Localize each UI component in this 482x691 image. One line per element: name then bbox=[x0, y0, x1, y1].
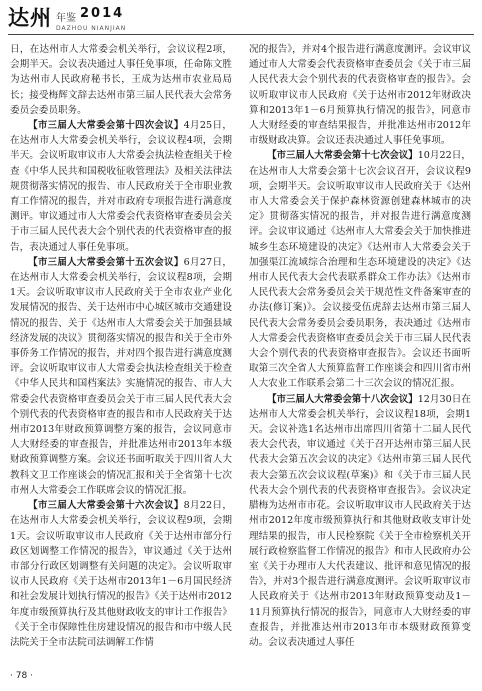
section-heading: 【市三届人大常委会第十五次会议】 bbox=[28, 256, 184, 268]
page-header bbox=[0, 0, 482, 40]
paragraph-text: 12月30日在达州市人大常委会机关举行，会议议程18项，会期1天。会议补选1名达州市出席四川省第十二届人民代表大会代表，审议通过《关于召开达州市第三届人民代表大会第五次会议的决定》《达州市第三届人民代表大会第五次会议议程(草案)》和《关于市三届人民代表大会个别代表的代表资格审查报告》。会议决定腊梅为达州市市花。会议听取审议市人民政府关于达州市2012年度市级预算执行和其他财政收支审计处理结果的报告，市人民检察院《关于全市检察机关开展行政检察监督工作情况的报告》和市人民政府办公室《关于办理市人大代表建议、批评和意见情况的报告》，并对3个报告进行满意度测评。会议听取审议市人民政府关于《达州市2013年财政预算变动及1－11月预算执行情况的报告》，同意市人大财经委的审查报告，并批准达州市2013年市本级财政预算变动。会议表决通过人事任 bbox=[249, 393, 471, 648]
right-text-column bbox=[249, 42, 471, 650]
paragraph bbox=[249, 42, 471, 148]
paragraph-text: 10月22日，在达州市人大常委会第十七次会议召开，会议议程9项，会期半天。会议听取审议市人民政府关于《达州市人大常委会关于保护森林资源创建森林城市的决定》贯彻落实情况的报告，并对报告进行满意度测评。会议审议通过《达州市人大常委会关于加快推进城乡生态环境建设的决定》《达州市人大常委会关于加强渠江流域综合治理和生态环境建设的决定》《达州市人民代表大会代表联系群众工作办法》《达州市人民代表大会常务委员会关于规范性文件备案审查的办法(修订案)》。会议接受伍虎辞去达州市第三届人民代表大会常务委员会委员职务，表决通过《达州市人大常委会代表资格审查委员会关于市三届人民代表大会个别代表的代表资格审查报告》。会议还书面听取第三次全省人大预算监督工作座谈会和四川省市州人大农业工作联系会第二十三次会议的情况汇报。 bbox=[249, 150, 471, 390]
yearbook-subtitle: DAZHOU NIANJIAN bbox=[56, 25, 127, 32]
yearbook-logo: 达州 bbox=[8, 6, 52, 30]
paragraph-text: 6月27日，在达州市人大常委会机关举行，会议议程8项，会期1天。会议听取审议市人民政府关于全市农业产业化发展情况的报告、关于达州市中心城区城市交通建设情况的报告、关于《达州市人大常委会关于加强县域经济发展的决议》贯彻落实情况的报告和关于全市外事侨务工作情况的报告，并对四个报告进行满意度测评。会议听取审议市人大常委会执法检查组关于检查《中华人民共和国档案法》实施情况的报告、市人大常委会代表资格审查委员会关于市三届人民代表大会个别代表的代表资格审查的报告和市人民政府关于达州市2013年财政预算调整方案的报告，会议同意市人大财经委的审查报告，并批准达州市2013年本级财政预算调整方案。会议还书面听取关于四川省人大教科文卫工作座谈会的情况汇报和关于全省第十七次市州人大常委会工作联席会议的情况汇报。 bbox=[10, 256, 232, 496]
section-heading: 【市三届人大常委会第十七次会议】 bbox=[267, 150, 418, 162]
paragraph bbox=[10, 42, 232, 118]
section-heading: 【市三届人大常委会第十六次会议】 bbox=[28, 500, 184, 512]
yearbook-year: 2014 bbox=[80, 6, 125, 21]
yearbook-label: 年鉴 bbox=[56, 13, 76, 24]
section-heading: 【市三届人大常委会第十八次会议】 bbox=[267, 393, 418, 405]
paragraph bbox=[249, 392, 471, 650]
paragraph bbox=[10, 118, 232, 255]
paragraph bbox=[10, 498, 232, 650]
page-number: · 78 · bbox=[10, 671, 33, 681]
section-heading: 【市三届人大常委会第十四次会议】 bbox=[28, 120, 184, 132]
paragraph bbox=[10, 255, 232, 498]
left-text-column bbox=[10, 42, 232, 650]
header-divider bbox=[8, 34, 474, 35]
paragraph-text: 4月25日，在达州市人大常委会机关举行，会议议程4项，会期半天。会议听取审议市人大常委会执法检查组关于检查《中华人民共和国税收征收管理法》及相关法律法规贯彻落实情况的报告、市人民政府关于全市职业教育工作情况的报告，并对市政府专项报告进行满意度测评。审议通过市人大常委会代表资格审查委员会关于市三届人民代表大会个别代表的代表资格审查的报告，表决通过人事任免事项。 bbox=[10, 120, 232, 253]
paragraph-text: 况的报告》，并对4个报告进行满意度测评。会议审议通过市人大常委会代表资格审查委员会《关于市三届人民代表大会个别代表的代表资格审查的报告》。会议听取审议市人民政府《关于达州市2012年财政决算和2013年1－6月预算执行情况的报告》，同意市人大财经委的审查结果报告，并批准达州市2012年市级财政决算。会议还表决通过人事任免事项。 bbox=[249, 44, 471, 147]
paragraph-text: 8月22日，在达州市人大常委会机关举行，会议议程9项，会期1天。会议听取审议市人民政府《关于达州市部分行政区划调整工作情况的报告》，审议通过《关于达州市部分行政区划调整有关问题的决定》。会议听取审议市人民政府《关于达州市2013年1－6月国民经济和社会发展计划执行情况的报告》《关于达州市2012年度市级预算执行及其他财政收支的审计工作报告》《关于全市保障性住房建设情况的报告和市中级人民法院关于全市法院司法调解工作情 bbox=[10, 500, 232, 648]
paragraph bbox=[249, 148, 471, 391]
paragraph-text: 日，在达州市人大常委会机关举行，会议议程2项，会期半天。会议表决通过人事任免事项，任命陈文胜为达州市人民政府秘书长，王成为达州市农业局局长；接受梅辉文辞去达州市第三届人民代表大会常务委员会委员职务。 bbox=[10, 44, 232, 116]
